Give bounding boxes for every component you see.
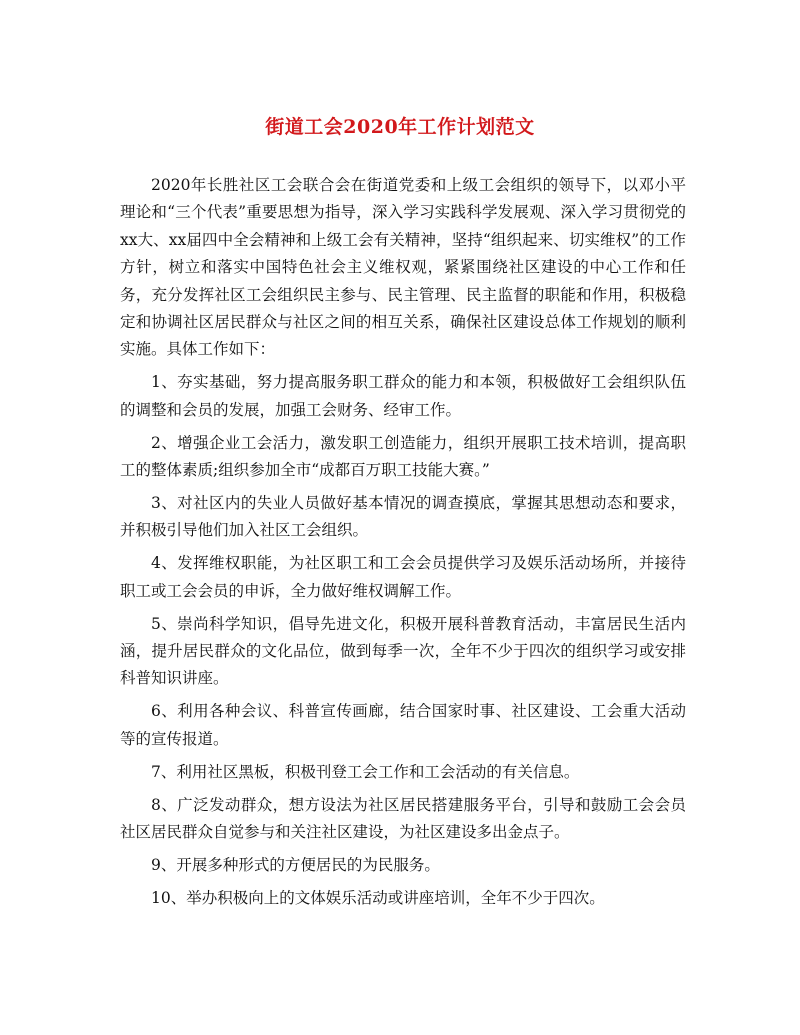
document-body (120, 172, 686, 912)
plan-item-9: 9、开展多种形式的方便居民的为民服务。 (151, 855, 440, 874)
plan-item-7: 7、利用社区黑板，积极刊登工会工作和工会活动的有关信息。 (151, 762, 580, 781)
document-title: 街道工会2020年工作计划范文 (265, 116, 535, 138)
plan-item-3: 3、对社区内的失业人员做好基本情况的调查摸底，掌握其思想动态和要求，并积极引导他们加入社区工会组织。 (120, 493, 686, 540)
plan-item-2: 2、增强企业工会活力，激发职工创造能力，组织开展职工技术培训，提高职工的整体素质;组织参加全市“成都百万职工技能大赛。” (120, 433, 686, 480)
plan-item-5: 5、崇尚科学知识，倡导先进文化，积极开展科普教育活动，丰富居民生活内涵，提升居民群众的文化品位，做到每季一次，全年不少于四次的组织学习或安排科普知识讲座。 (120, 614, 686, 688)
plan-item-6: 6、利用各种会议、科普宣传画廊，结合国家时事、社区建设、工会重大活动等的宣传报道。 (120, 702, 686, 748)
plan-item-8: 8、广泛发动群众，想方设法为社区居民搭建服务平台，引导和鼓励工会会员社区居民群众自觉参与和关注社区建设，为社区建设多出金点子。 (120, 795, 686, 841)
plan-item-10: 10、举办积极向上的文体娱乐活动或讲座培训，全年不少于四次。 (151, 888, 605, 907)
plan-item-1: 1、夯实基础，努力提高服务职工群众的能力和本领，积极做好工会组织队伍的调整和会员的发展，加强工会财务、经审工作。 (120, 373, 686, 419)
plan-item-4: 4、发挥维权职能，为社区职工和工会会员提供学习及娱乐活动场所，并接待职工或工会会员的申诉，全力做好维权调解工作。 (120, 554, 686, 600)
intro-paragraph: 2020年长胜社区工会联合会在街道党委和上级工会组织的领导下，以邓小平理论和“三个代表”重要思想为指导，深入学习实践科学发展观、深入学习贯彻党的xx大、xx届四中全会精神和上级工会有关精神，坚持“组织起来、切实维权”的工作方针，树立和落实中国特色社会主义维权观，紧紧围绕社区建设的中心工作和任务，充分发挥社区工会组织民主参与、民主管理、民主监督的职能和作用，积极稳定和协调社区居民群众与社区之间的相互关系，确保社区建设总体工作规划的顺利实施。具体工作如下： (120, 176, 686, 359)
